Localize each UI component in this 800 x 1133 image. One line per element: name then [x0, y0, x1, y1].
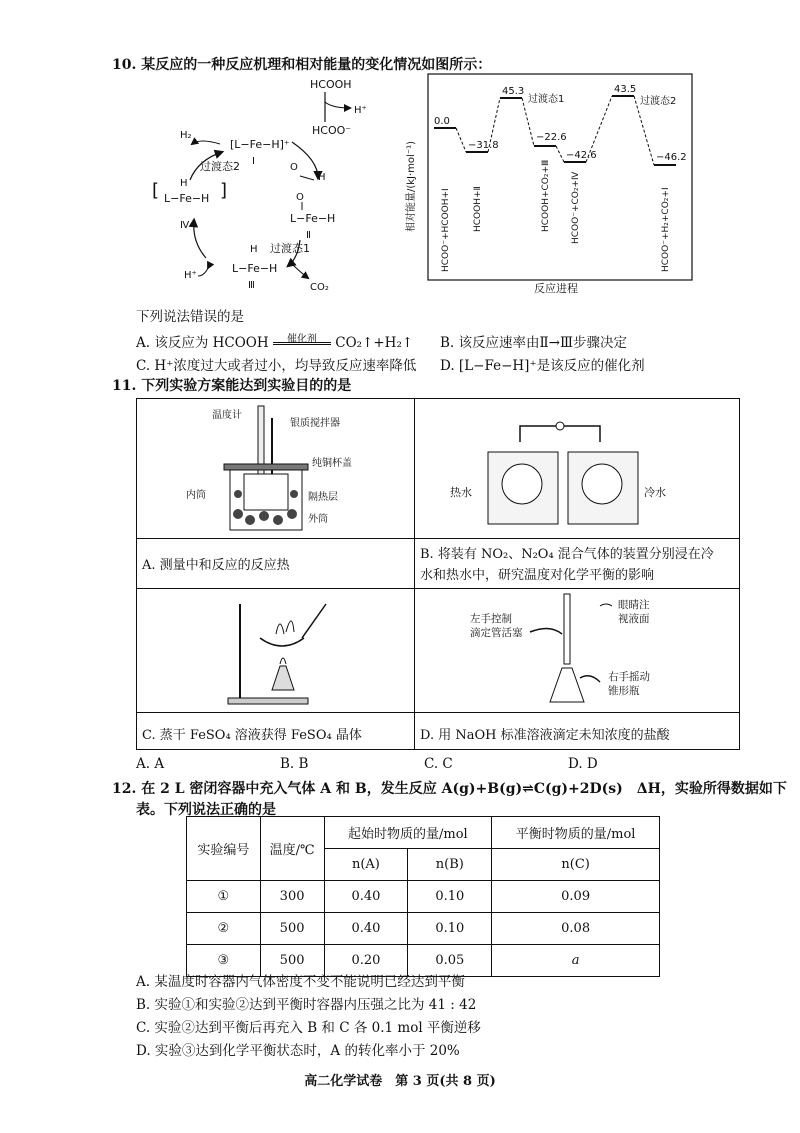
- cycle-roman-3: Ⅲ: [248, 280, 255, 291]
- right-hand: [580, 676, 600, 682]
- burette: [564, 594, 570, 664]
- cell-nc: 0.09: [492, 881, 660, 913]
- q12-stem-1: 12. 在 2 L 密闭容器中充入气体 A 和 B，发生反应 A(g)+B(g)⇌C(g)+2D(s) ΔH，实验所得数据如下: [112, 781, 787, 797]
- energy-ylabel: 相对能量/(kJ·mol⁻¹): [406, 140, 417, 232]
- q11-caption-b2: 水和热水中，研究温度对化学平衡的影响: [420, 568, 655, 583]
- energy-value-4: −42.6: [566, 150, 597, 161]
- q11-choice-c[interactable]: C. C: [424, 756, 453, 772]
- flask-cold: [582, 464, 622, 504]
- energy-xlabel: 反应进程: [534, 282, 578, 294]
- q10-option-b[interactable]: B. 该反应速率由Ⅱ→Ⅲ步骤决定: [440, 335, 628, 351]
- beakers-illustration: [440, 412, 700, 532]
- eye-icon: [600, 604, 612, 606]
- th-temp: 温度/℃: [260, 817, 324, 881]
- grid-vline: [414, 398, 415, 750]
- table-row: [187, 881, 660, 913]
- lid: [224, 464, 308, 470]
- label-right-hand-2: 锥形瓶: [608, 685, 640, 697]
- q11-caption-b1: B. 将装有 NO₂、N₂O₄ 混合气体的装置分别浸在冷: [420, 547, 714, 562]
- q11-caption-a: A. 测量中和反应的反应热: [142, 558, 290, 573]
- q12-option-c[interactable]: C. 实验②达到平衡后再充入 B 和 C 各 0.1 mol 平衡逆移: [136, 1020, 481, 1036]
- cell-na: 0.40: [324, 913, 408, 945]
- arrow-iii-to-iv: [194, 220, 206, 258]
- conical-flask: [550, 668, 584, 702]
- cycle-hcoo: HCOO⁻: [312, 124, 352, 137]
- energy-connectors: [456, 96, 654, 165]
- q11-stem: 11. 下列实验方案能达到实验目的的是: [112, 378, 352, 394]
- titration-illustration: [450, 592, 730, 710]
- cell-exp: ①: [187, 881, 261, 913]
- inner-cup: [244, 474, 288, 510]
- cell-exp: ③: [187, 945, 261, 977]
- cell-nb: 0.10: [408, 881, 492, 913]
- q12-data-table: [186, 816, 660, 977]
- label-left-hand: 左手控制: [470, 613, 512, 625]
- cell-temp: 500: [260, 913, 324, 945]
- q12-stem-2: 表。下列说法正确的是: [136, 802, 276, 818]
- label-outer: 外筒: [308, 514, 328, 525]
- cycle-roman-4: Ⅳ: [180, 220, 190, 231]
- cycle-h-plus-left: H⁺: [184, 270, 197, 281]
- grid-hline-2: [136, 588, 740, 589]
- evaporation-illustration: [220, 594, 340, 708]
- bracket-right: ]: [220, 180, 228, 201]
- alcohol-lamp: [272, 666, 294, 690]
- th-nc: n(C): [492, 849, 660, 881]
- q11-choice-b[interactable]: B. B: [280, 756, 309, 772]
- energy-species-4: HCOO⁻+CO₂+Ⅳ: [571, 171, 581, 244]
- q10-catalyst-label: 催化剂: [286, 334, 317, 345]
- bracket-left: [: [152, 180, 160, 201]
- q11-choice-a[interactable]: A. A: [136, 756, 165, 772]
- cycle-h-plus-top: H⁺: [354, 105, 367, 116]
- cycle-species-4-h: H: [180, 178, 188, 189]
- energy-species-6: HCOO⁻+H₂+CO₂+Ⅰ: [661, 187, 671, 272]
- cycle-species-4: L−Fe−H: [164, 192, 210, 205]
- left-hand: [530, 628, 562, 634]
- q10-option-c[interactable]: C. H⁺浓度过大或者过小，均导致反应速率降低: [136, 358, 417, 374]
- energy-ts2-label: 过渡态2: [640, 96, 677, 107]
- energy-value-6: −46.2: [656, 152, 687, 163]
- q11-choice-d[interactable]: D. D: [568, 756, 598, 772]
- cycle-species-2: L−Fe−H: [290, 212, 336, 225]
- th-na: n(A): [324, 849, 408, 881]
- cycle-species-1: [L−Fe−H]⁺: [230, 138, 290, 151]
- page-footer: 高二化学试卷 第 3 页(共 8 页): [304, 1074, 496, 1089]
- energy-value-0: 0.0: [434, 116, 450, 127]
- cell-nb: 0.10: [408, 913, 492, 945]
- label-thermometer: 温度计: [212, 410, 242, 421]
- cycle-ts1: 过渡态1: [270, 242, 310, 255]
- q10-option-d[interactable]: D. [L−Fe−H]⁺是该反应的催化剂: [440, 358, 645, 374]
- label-inner: 内筒: [186, 490, 206, 501]
- label-hot-water: 热水: [450, 486, 472, 499]
- grid-hline-3: [136, 712, 740, 713]
- flask-hot: [502, 464, 542, 504]
- q10-catalyst-arrow: [273, 334, 331, 351]
- q11-caption-d: D. 用 NaOH 标准溶液滴定未知浓度的盐酸: [420, 728, 670, 743]
- label-eye: 眼睛注: [618, 599, 650, 611]
- table-row: [187, 913, 660, 945]
- energy-value-1: −31.8: [468, 140, 499, 151]
- th-start: 起始时物质的量/mol: [324, 817, 492, 849]
- arrow-h2-release: [192, 141, 220, 144]
- arrow-h-release: [325, 102, 350, 108]
- evaporating-dish: [260, 638, 304, 646]
- formate-bond-1: [300, 176, 314, 180]
- cycle-h2: H₂: [180, 130, 192, 141]
- grid-hline-1: [136, 538, 740, 539]
- q10-stem: 10. 某反应的一种反应机理和相对能量的变化情况如图所示：: [112, 57, 492, 73]
- th-exp: 实验编号: [187, 817, 261, 881]
- label-stirrer: 银质搅拌器: [290, 418, 340, 429]
- cycle-species-3: L−Fe−H: [232, 262, 278, 275]
- energy-value-3: −22.6: [536, 132, 567, 143]
- cell-nc: 0.08: [492, 913, 660, 945]
- energy-value-5: 43.5: [614, 84, 637, 95]
- clamp: [556, 422, 564, 430]
- label-left-hand-2: 滴定管活塞: [470, 627, 523, 639]
- energy-value-2: 45.3: [502, 86, 525, 97]
- arrow-h-in: [198, 268, 208, 276]
- energy-species-3: HCOOH+CO₂+Ⅲ: [541, 159, 551, 232]
- formate-o1: O: [290, 162, 298, 173]
- energy-species-1: HCOOH+Ⅱ: [473, 186, 483, 232]
- cycle-roman-1: Ⅰ: [252, 156, 255, 167]
- cell-exp: ②: [187, 913, 261, 945]
- label-cold-water: 冷水: [644, 486, 666, 499]
- cycle-ts2: 过渡态2: [200, 160, 240, 173]
- cell-nc: a: [492, 945, 660, 977]
- energy-ts1-label: 过渡态1: [528, 94, 565, 105]
- glass-rod: [302, 604, 326, 638]
- cell-temp: 500: [260, 945, 324, 977]
- cell-na: 0.40: [324, 881, 408, 913]
- cycle-roman-2: Ⅱ: [306, 230, 311, 241]
- q10-option-a-post: CO₂↑+H₂↑: [335, 335, 414, 351]
- label-lid: 纯铜杯盖: [312, 458, 352, 469]
- cell-temp: 300: [260, 881, 324, 913]
- q12-option-b[interactable]: B. 实验①和实验②达到平衡时容器内压强之比为 41 : 42: [136, 997, 477, 1013]
- label-eye-2: 视液面: [618, 613, 650, 625]
- formate-o2: O: [296, 192, 304, 203]
- q10-energy-diagram: [404, 72, 694, 294]
- formate-h: H: [318, 172, 326, 183]
- cell-na: 0.20: [324, 945, 408, 977]
- label-insul: 隔热层: [308, 492, 338, 503]
- stand-base: [228, 698, 308, 704]
- q10-option-a[interactable]: [136, 331, 413, 351]
- arrow-co2-release: [290, 262, 308, 278]
- cell-nb: 0.05: [408, 945, 492, 977]
- q10-prompt: 下列说法错误的是: [136, 309, 244, 325]
- q12-option-d[interactable]: D. 实验③达到化学平衡状态时，A 的转化率小于 20%: [136, 1043, 460, 1059]
- cycle-hcooh: HCOOH: [310, 78, 352, 91]
- q10-option-a-pre: A. 该反应为 HCOOH: [136, 335, 269, 351]
- energy-species-0: HCOO⁻+HCOOH+Ⅰ: [441, 188, 451, 272]
- cycle-co2: CO₂: [310, 282, 329, 293]
- q12-option-a[interactable]: A. 某温度时容器内气体密度不变不能说明已经达到平衡: [136, 974, 465, 990]
- q10-mechanism-diagram: [150, 72, 400, 304]
- flame: [280, 658, 286, 664]
- label-right-hand: 右手摇动: [608, 671, 650, 683]
- calorimeter-illustration: [186, 402, 386, 536]
- th-eq: 平衡时物质的量/mol: [492, 817, 660, 849]
- q11-caption-c: C. 蒸干 FeSO₄ 溶液获得 FeSO₄ 晶体: [142, 728, 362, 743]
- th-nb: n(B): [408, 849, 492, 881]
- steam: [276, 621, 294, 634]
- cycle-species-3-h: H: [250, 244, 258, 255]
